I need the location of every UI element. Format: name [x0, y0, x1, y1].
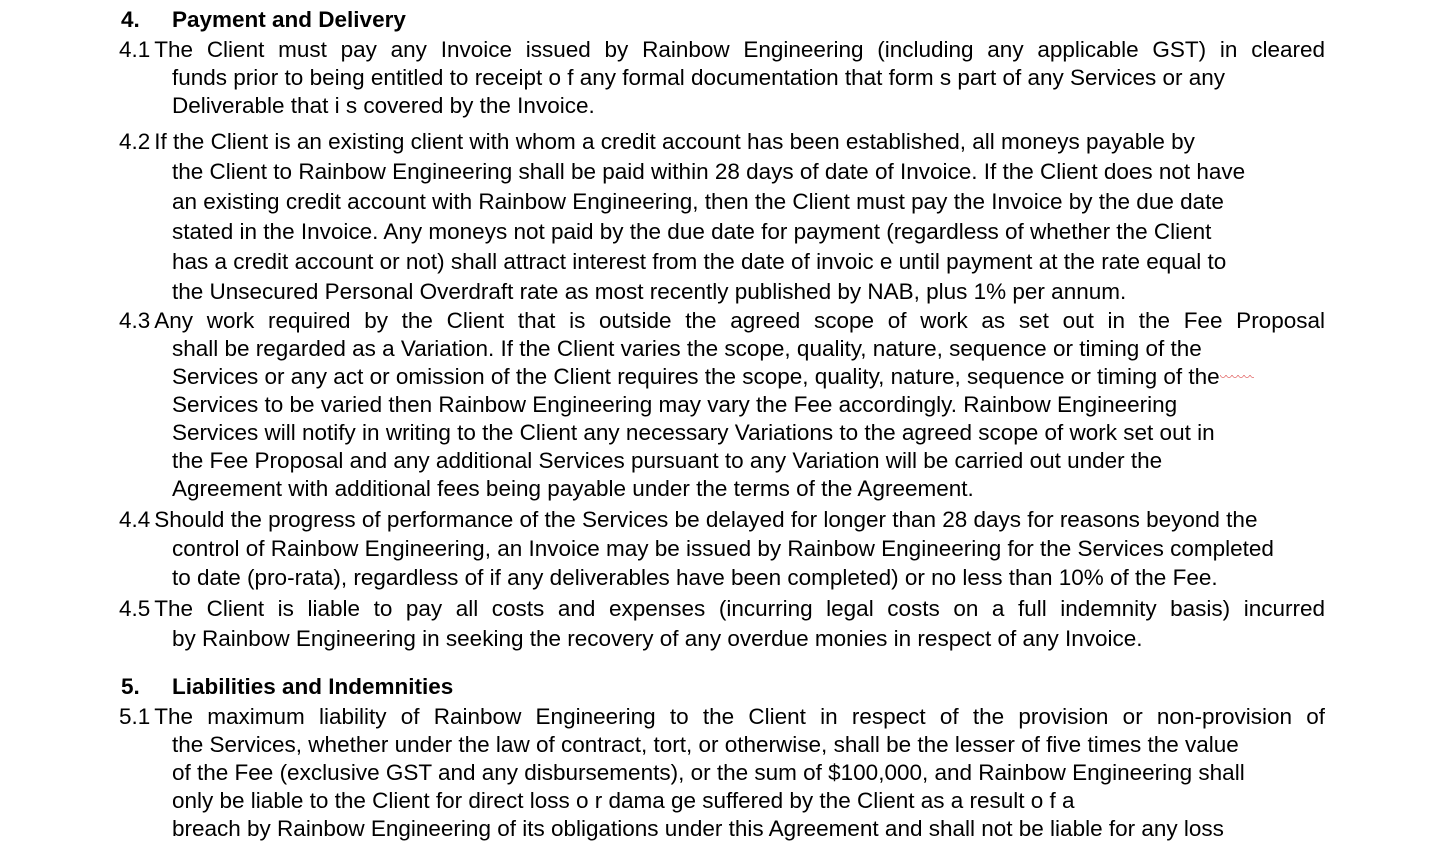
clause-line: funds prior to being entitled to receipt o f any formal documentation that form s part of any Services or any — [172, 65, 1226, 90]
clause-text: The Client must pay any Invoice issued by Rainbow Engineering (including any applicable GST) in cleared — [154, 37, 1325, 62]
clause-line — [119, 36, 1325, 64]
clause-4-2 — [119, 127, 1325, 307]
clause-4-3 — [119, 307, 1325, 503]
clause-line: only be liable to the Client for direct loss o r dama ge suffered by the Client as a result o f a — [172, 788, 1075, 813]
spellcheck-underline — [1220, 375, 1254, 381]
clause-4-4 — [119, 505, 1325, 592]
clause-number: 4.3 — [119, 308, 151, 333]
clause-line: to date (pro-rata), regardless of if any deliverables have been completed) or no less than 10% of the Fee. — [172, 565, 1218, 590]
clause-line — [119, 594, 1325, 624]
clause-number: 4.1 — [119, 37, 151, 62]
clause-line — [119, 505, 1325, 534]
clause-line: of the Fee (exclusive GST and any disbursements), or the sum of $100,000, and Rainbow Engineering shall — [172, 760, 1245, 785]
clause-line: Agreement with additional fees being payable under the terms of the Agreement. — [172, 476, 974, 501]
clause-line: Services to be varied then Rainbow Engineering may vary the Fee accordingly. Rainbow Engineering — [172, 392, 1178, 417]
clause-4-1 — [119, 36, 1325, 120]
clause-text: The Client is liable to pay all costs and expenses (incurring legal costs on a full indemnity basis) incurred — [154, 596, 1325, 621]
clause-number: 5.1 — [119, 704, 151, 729]
clause-line: the Fee Proposal and any additional Services pursuant to any Variation will be carried out under the — [172, 448, 1163, 473]
clause-line: Services will notify in writing to the Client any necessary Variations to the agreed scope of work set out in — [172, 420, 1215, 445]
clause-line: the Unsecured Personal Overdraft rate as most recently published by NAB, plus 1% per annum. — [172, 279, 1127, 304]
section-number: 5. — [121, 674, 140, 699]
section-5-heading — [121, 673, 453, 701]
clause-line: shall be regarded as a Variation. If the Client varies the scope, quality, nature, sequence or timing of the — [172, 336, 1202, 361]
clause-line: has a credit account or not) shall attract interest from the date of invoic e until payment at the rate equal to — [172, 249, 1227, 274]
clause-line: breach by Rainbow Engineering of its obligations under this Agreement and shall not be liable for any loss — [172, 816, 1224, 841]
section-title: Payment and Delivery — [172, 7, 406, 32]
clause-text: Any work required by the Client that is outside the agreed scope of work as set out in the Fee Proposal — [154, 308, 1325, 333]
clause-line: stated in the Invoice. Any moneys not paid by the due date for payment (regardless of whether the Client — [172, 219, 1212, 244]
clause-number: 4.5 — [119, 596, 151, 621]
clause-line: control of Rainbow Engineering, an Invoice may be issued by Rainbow Engineering for the Services completed — [172, 536, 1274, 561]
clause-line — [119, 307, 1325, 335]
clause-number: 4.2 — [119, 129, 151, 154]
clause-line: an existing credit account with Rainbow Engineering, then the Client must pay the Invoice by the due date — [172, 189, 1224, 214]
clause-line: the Services, whether under the law of contract, tort, or otherwise, shall be the lesser of five times the value — [172, 732, 1239, 757]
clause-line: Deliverable that i s covered by the Invoice. — [172, 93, 595, 118]
clause-line: by Rainbow Engineering in seeking the recovery of any overdue monies in respect of any Invoice. — [172, 626, 1143, 651]
clause-line — [119, 363, 1325, 391]
clause-text: The maximum liability of Rainbow Engineering to the Client in respect of the provision or non-provision of — [154, 704, 1325, 729]
clause-text: If the Client is an existing client with whom a credit account has been established, all moneys payable by — [154, 129, 1195, 154]
clause-4-5 — [119, 594, 1325, 654]
section-title: Liabilities and Indemnities — [172, 674, 454, 699]
section-4-heading — [121, 6, 406, 34]
section-number: 4. — [121, 7, 140, 32]
clause-line — [119, 127, 1325, 157]
clause-line — [119, 703, 1325, 731]
clause-text: Services or any act or omission of the Client requires the scope, quality, nature, sequence or timing of the — [172, 364, 1220, 389]
clause-text: Should the progress of performance of the Services be delayed for longer than 28 days for reasons beyond the — [154, 507, 1258, 532]
clause-number: 4.4 — [119, 507, 151, 532]
clause-5-1 — [119, 703, 1325, 843]
clause-line: the Client to Rainbow Engineering shall be paid within 28 days of date of Invoice. If the Client does not have — [172, 159, 1246, 184]
